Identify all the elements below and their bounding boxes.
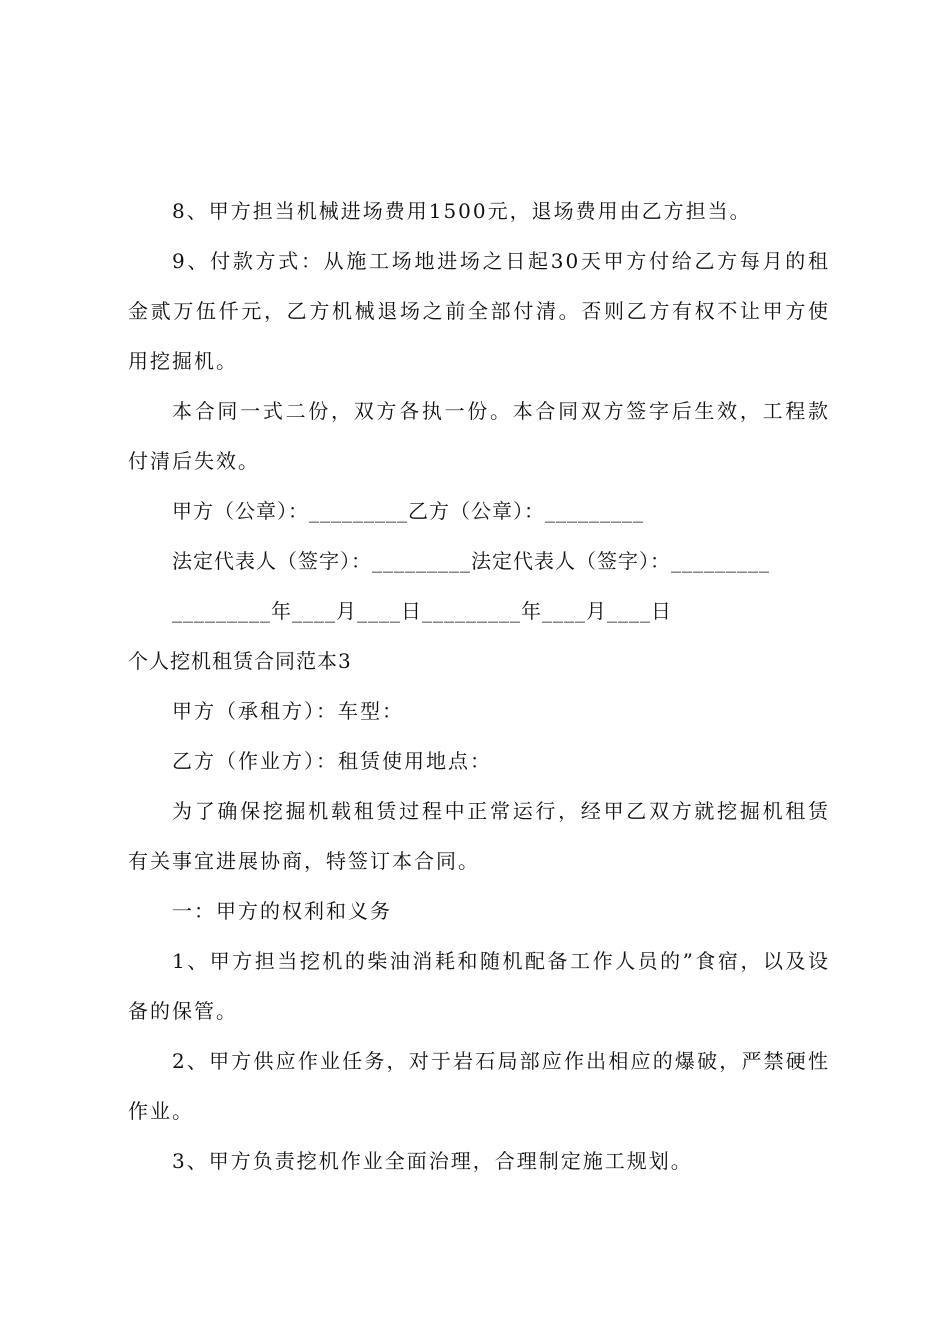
paragraph-copies: 本合同一式二份，双方各执一份。本合同双方签字后生效，工程款付清后失效。 xyxy=(128,399,830,473)
section-title: 个人挖机租赁合同范本3 xyxy=(128,649,352,673)
paragraph-9: 9、付款方式：从施工场地进场之日起30天甲方付给乙方每月的租金贰万伍仟元，乙方机械退场之前全部付清。否则乙方有权不让甲方使用挖掘机。 xyxy=(128,249,830,373)
signature-seal-line: 甲方（公章）：_________乙方（公章）：_________ xyxy=(172,499,644,523)
paragraph-8: 8、甲方担当机械进场费用1500元，退场费用由乙方担当。 xyxy=(172,199,752,223)
signature-representative-line: 法定代表人（签字）：_________法定代表人（签字）：_________ xyxy=(172,549,770,573)
party-a-line: 甲方（承租方）：车型： xyxy=(172,699,404,723)
clause-title: 一：甲方的权利和义务 xyxy=(172,899,392,923)
clause-1: 1、甲方担当挖机的柴油消耗和随机配备工作人员的”食宿，以及设备的保管。 xyxy=(128,949,830,1023)
document-body xyxy=(128,186,830,1186)
clause-2: 2、甲方供应作业任务，对于岩石局部应作出相应的爆破，严禁硬性作业。 xyxy=(128,1049,830,1123)
party-b-line: 乙方（作业方）：租赁使用地点： xyxy=(172,749,492,773)
signature-date-line: _________年____月____日_________年____月____日 xyxy=(172,599,672,623)
intro-paragraph: 为了确保挖掘机载租赁过程中正常运行，经甲乙双方就挖掘机租赁有关事宜进展协商，特签订本合同。 xyxy=(128,799,830,873)
clause-3: 3、甲方负责挖机作业全面治理，合理制定施工规划。 xyxy=(172,1149,693,1173)
